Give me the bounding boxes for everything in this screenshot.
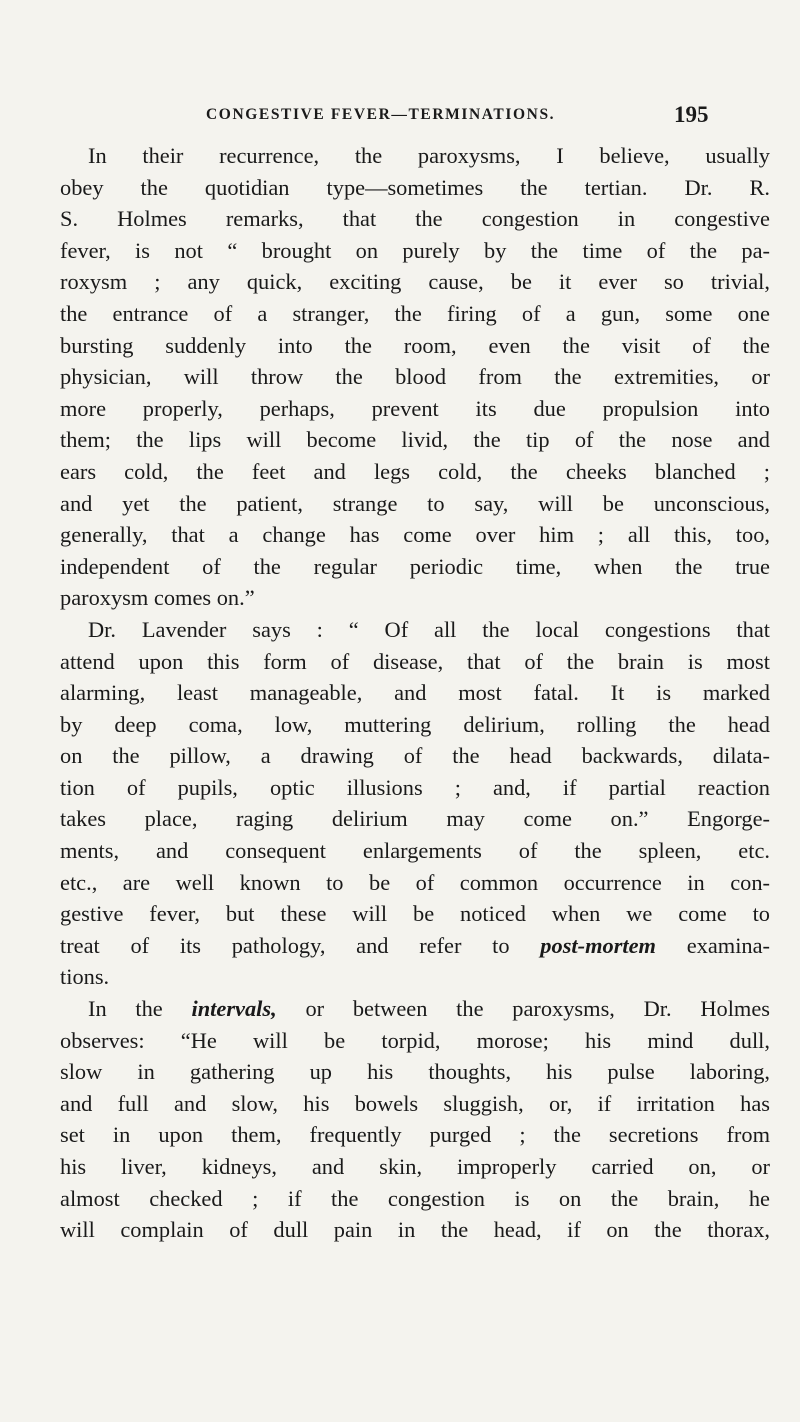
text-line: will complain of dull pain in the head, if on the thorax, bbox=[60, 1217, 770, 1243]
text-line: by deep coma, low, muttering delirium, rolling the head bbox=[60, 711, 770, 737]
text-line: tions. bbox=[60, 964, 110, 990]
text-line: bursting suddenly into the room, even the visit of the bbox=[60, 332, 770, 358]
text-line: and full and slow, his bowels sluggish, or, if irritation has bbox=[60, 1090, 770, 1116]
text-line: tion of pupils, optic illusions ; and, if partial reaction bbox=[60, 774, 770, 800]
text-line: observes: “He will be torpid, morose; his mind dull, bbox=[60, 1027, 770, 1053]
text-line: set in upon them, frequently purged ; the secretions from bbox=[60, 1122, 770, 1148]
body-text bbox=[60, 140, 770, 1246]
text-line: his liver, kidneys, and skin, improperly carried on, or bbox=[60, 1154, 770, 1179]
text-line: almost checked ; if the congestion is on the brain, he bbox=[60, 1185, 770, 1211]
text-line: Dr. Lavender says : “ Of all the local congestions that bbox=[88, 616, 770, 642]
text-line: on the pillow, a drawing of the head backwards, dilata- bbox=[60, 743, 770, 769]
text-segment: treat of its pathology, and refer to bbox=[60, 932, 541, 958]
emphasis-post-mortem: post-mortem bbox=[540, 932, 656, 958]
text-line: ments, and consequent enlargements of the spleen, etc. bbox=[60, 838, 770, 864]
text-line: takes place, raging delirium may come on.” Engorge- bbox=[60, 806, 770, 832]
text-line: attend upon this form of disease, that of the brain is most bbox=[60, 648, 770, 674]
text-line-post-mortem bbox=[60, 930, 770, 962]
text-line: the entrance of a stranger, the firing of a gun, some one bbox=[60, 300, 770, 326]
text-line: physician, will throw the blood from the extremities, or bbox=[60, 364, 770, 390]
emphasis-intervals: intervals, bbox=[191, 996, 277, 1022]
text-line: them; the lips will become livid, the tip of the nose and bbox=[60, 427, 770, 453]
text-line: slow in gathering up his thoughts, his pulse laboring, bbox=[60, 1059, 770, 1085]
text-segment: examina- bbox=[655, 932, 770, 958]
text-line: generally, that a change has come over him ; all this, too, bbox=[60, 522, 770, 548]
text-line: ears cold, the feet and legs cold, the cheeks blanched ; bbox=[60, 458, 770, 484]
text-line: roxysm ; any quick, exciting cause, be it ever so trivial, bbox=[60, 269, 770, 295]
text-line: etc., are well known to be of common occurrence in con- bbox=[60, 869, 770, 895]
text-line: and yet the patient, strange to say, will be unconscious, bbox=[60, 490, 770, 516]
page-number: 195 bbox=[674, 102, 709, 127]
text-line: fever, is not “ brought on purely by the time of the pa- bbox=[60, 237, 770, 263]
page-header bbox=[206, 102, 766, 136]
running-head: CONGESTIVE FEVER—TERMINATIONS. bbox=[206, 106, 556, 123]
text-line: S. Holmes remarks, that the congestion in congestive bbox=[60, 206, 770, 232]
text-line: obey the quotidian type—sometimes the tertian. Dr. R. bbox=[60, 174, 770, 200]
text-segment: In the bbox=[88, 996, 192, 1022]
text-line: independent of the regular periodic time, when the true bbox=[60, 553, 770, 579]
text-segment: or between the paroxysms, Dr. Holmes bbox=[276, 996, 770, 1022]
text-line-intervals bbox=[60, 993, 770, 1025]
text-line: more properly, perhaps, prevent its due propulsion into bbox=[60, 395, 770, 421]
text-line: alarming, least manageable, and most fatal. It is marked bbox=[60, 680, 770, 706]
text-line: gestive fever, but these will be noticed when we come to bbox=[60, 901, 770, 927]
text-line: In their recurrence, the paroxysms, I believe, usually bbox=[88, 143, 770, 168]
text-line: paroxysm comes on.” bbox=[60, 585, 255, 611]
